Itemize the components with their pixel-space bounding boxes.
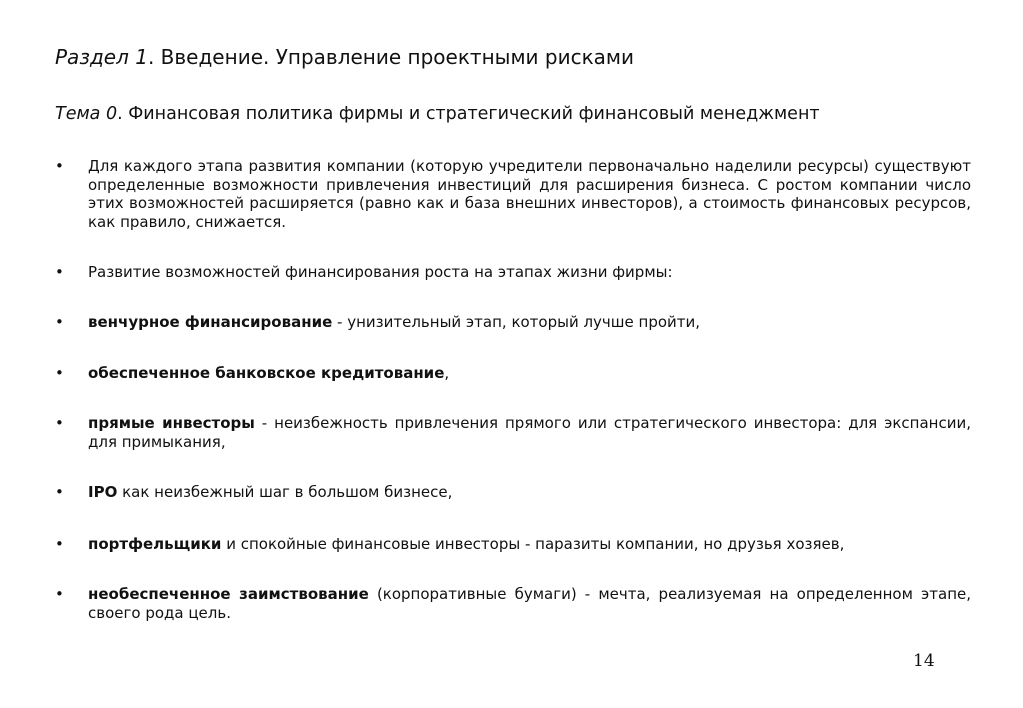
list-item (55, 483, 971, 502)
topic-label: Тема 0 (55, 104, 118, 124)
bullet-icon: • (55, 157, 64, 175)
list-item-text: венчурное финансирование - унизительный этап, который лучше пройти, (88, 313, 701, 331)
bullet-icon: • (55, 313, 64, 331)
bullet-icon: • (55, 263, 64, 281)
bullet-icon: • (55, 585, 64, 603)
section-label: Раздел 1 (55, 45, 148, 69)
list-item (55, 535, 971, 554)
list-item (55, 585, 971, 622)
topic-title: . Финансовая политика фирмы и стратегический финансовый менеджмент (117, 104, 820, 124)
list-item (55, 364, 971, 383)
list-item-text: IPO как неизбежный шаг в большом бизнесе, (88, 483, 453, 501)
topic-heading (55, 102, 820, 126)
list-item-text: портфельщики и спокойные финансовые инвесторы - паразиты компании, но друзья хозяев, (88, 535, 845, 553)
section-title: . Введение. Управление проектными рисками (147, 45, 634, 69)
list-item-text: Для каждого этапа развития компании (которую учредители первоначально наделили ресурсы) существуют определенные возможности привлечения инвестиций для расширения бизнеса. С ростом компании число этих возможностей расширяется (равно как и база внешних инвесторов), а стоимость финансовых ресурсов, как правило, снижается. (88, 157, 971, 231)
list-item (55, 157, 971, 231)
list-item (55, 263, 971, 282)
list-item-text: необеспеченное заимствование (корпоративные бумаги) - мечта, реализуемая на определенном этапе, своего рода цель. (88, 585, 971, 622)
list-item-text: Развитие возможностей финансирования роста на этапах жизни фирмы: (88, 263, 673, 281)
page-number: 14 (913, 651, 935, 671)
list-item-text: прямые инвесторы - неизбежность привлечения прямого или стратегического инвестора: для экспансии, для примыкания, (88, 414, 971, 451)
bullet-icon: • (55, 483, 64, 501)
bullet-icon: • (55, 364, 64, 382)
section-heading (55, 44, 634, 70)
list-item-text: обеспеченное банковское кредитование, (88, 364, 450, 382)
list-item (55, 313, 971, 332)
bullet-icon: • (55, 535, 64, 553)
list-item (55, 414, 971, 451)
bullet-icon: • (55, 414, 64, 432)
